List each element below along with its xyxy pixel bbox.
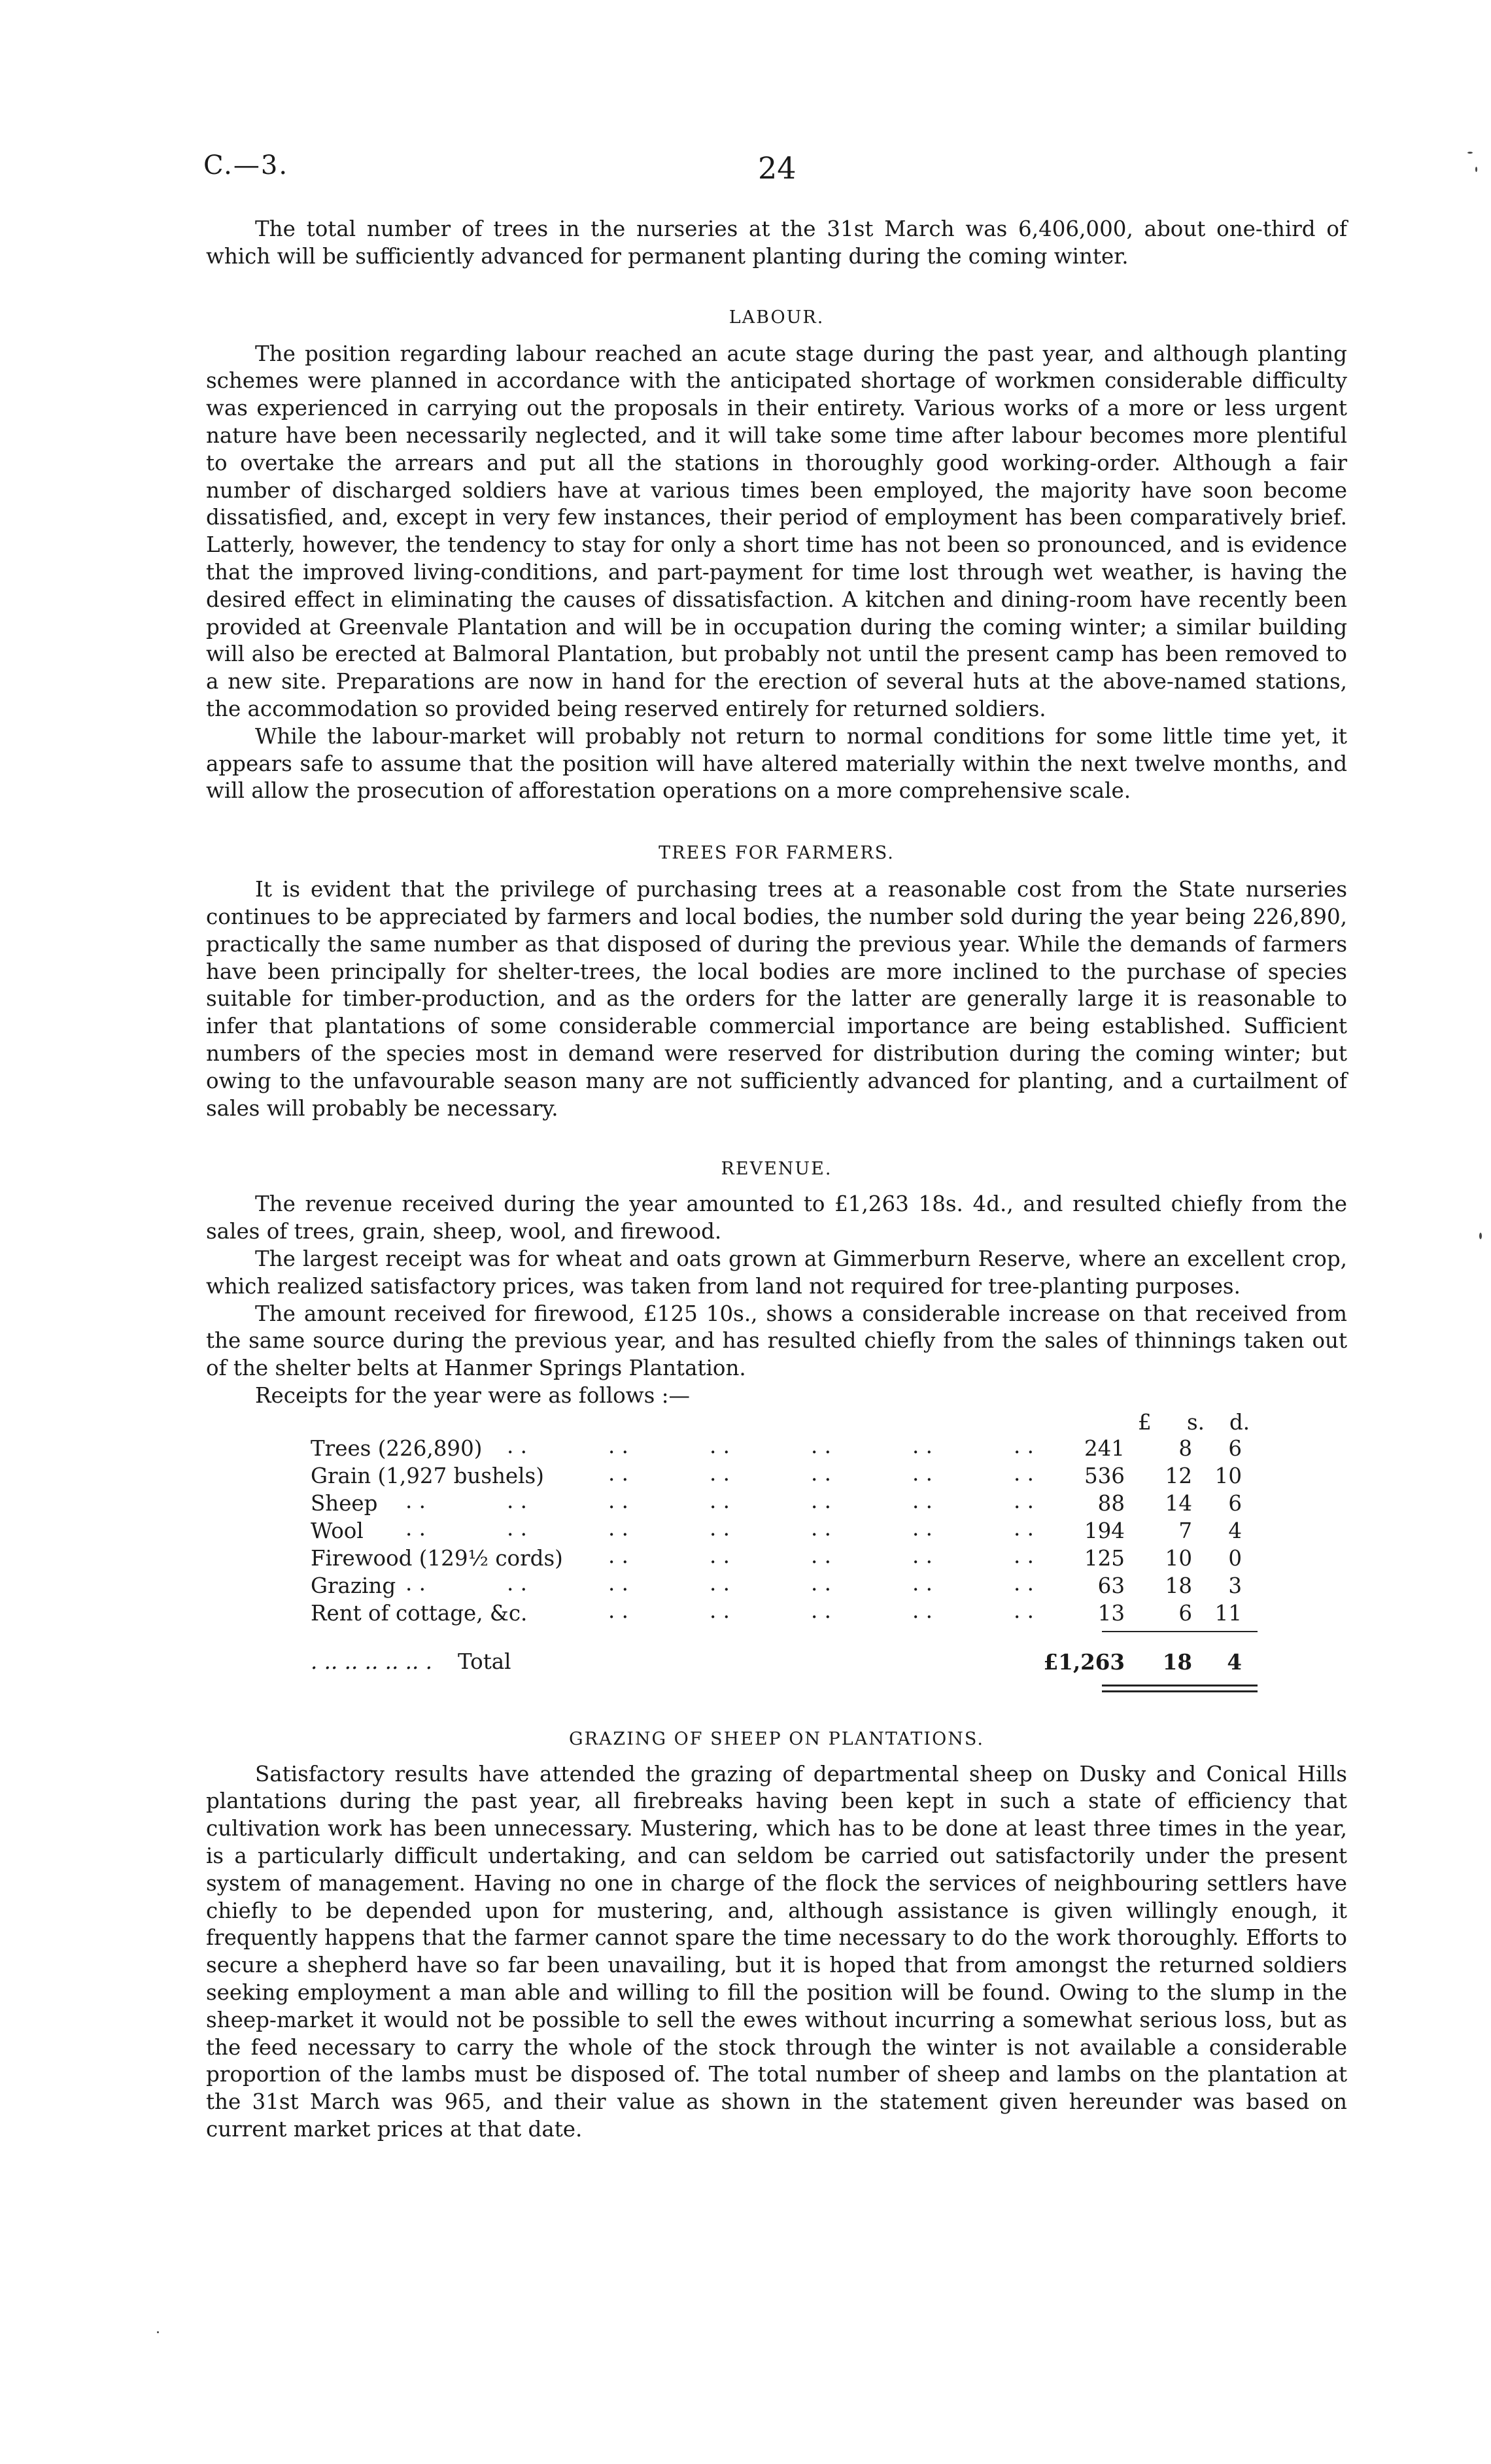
- receipts-table: [311, 1410, 1259, 1695]
- receipt-item-label: Trees (226,890): [311, 1435, 483, 1461]
- document-page: [203, 144, 1347, 2144]
- labour-heading: LABOUR.: [728, 307, 825, 328]
- receipt-item-label: Grain (1,927 bushels): [311, 1463, 544, 1488]
- receipt-row: [311, 1433, 1259, 1463]
- total-pence: 4: [1227, 1649, 1242, 1675]
- total-label: Total: [458, 1649, 511, 1674]
- leader-dots: . . . . . . . . . .: [608, 1598, 1034, 1623]
- intro-paragraph: The total number of trees in the nurseries at the 31st March was 6,406,000, about one-third of which will be sufficiently advanced for permanent planting during the coming winter.: [206, 216, 1347, 269]
- leader-dots: . . . . . . . . . .: [608, 1543, 1034, 1568]
- receipt-shillings: 7: [1178, 1518, 1192, 1543]
- document-reference: C.—3.: [203, 150, 289, 180]
- leader-dots: . . . . . . . . . . . . . .: [405, 1515, 1034, 1541]
- receipt-row: [311, 1570, 1259, 1601]
- receipt-pounds: 241: [1084, 1435, 1125, 1461]
- page-number: 24: [758, 150, 797, 186]
- grazing-paragraph: Satisfactory results have attended the grazing of departmental sheep on Dusky and Conical Hills plantations during the past year, all firebreaks having been kept in such a state of efficiency that cultivation work has been unnecessary. Mustering, which has to be done at least three times in the year, is a particularly difficult undertaking, and can seldom be carried out satisfactorily under the present system of management. Having no one in charge of the flock the services of neighbouring settlers have chiefly to be depended upon for mustering, and, although assistance is given willingly enough, it frequently happens that the farmer cannot spare the time necessary to do the work thoroughly. Efforts to secure a shepherd have so far been unavailing, but it is hoped that from amongst the returned soldiers seeking employment a man able and willing to fill the position will be found. Owing to the slump in the sheep-market it would not be possible to sell the ewes without incurring a somewhat serious loss, but as the feed necessary to carry the whole of the stock through the winter is not available a considerable proportion of the lambs must be disposed of. The total number of sheep and lambs on the plantation at the 31st March was 965, and their value as shown in the statement given hereunder was based on current market prices at that date.: [206, 1761, 1347, 2142]
- receipt-pence: 4: [1228, 1518, 1242, 1543]
- labour-paragraph-1: The position regarding labour reached an acute stage during the past year, and although planting schemes were planned in accordance with the anticipated shortage of workmen considerable difficulty was experienced in carrying out the proposals in their entirety. Various works of a more or less urgent nature have been necessarily neglected, and it will take some time after labour becomes more plentiful to overtake the arrears and put all the stations in thoroughly good working-order. Although a fair number of discharged soldiers have at various times been employed, the majority have soon become dissatisfied, and, except in very few instances, their period of employment has been comparatively brief. Latterly, however, the tendency to stay for only a short time has not been so pronounced, and is evidence that the improved living-conditions, and part-payment for time lost through wet weather, is having the desired effect in eliminating the causes of dissatisfaction. A kitchen and dining-room have recently been provided at Greenvale Plantation and will be in occupation during the coming winter; a similar building will also be erected at Balmoral Plantation, but probably not until the present camp has been removed to a new site. Preparations are now in hand for the erection of several huts at the above-named stations, the accommodation so provided being reserved entirely for returned soldiers.: [206, 341, 1347, 721]
- receipt-pence: 0: [1228, 1545, 1242, 1571]
- page-header: [203, 144, 1347, 216]
- receipt-pounds: 13: [1097, 1600, 1125, 1626]
- total-leader-dots: . .. .. .. .. .. .: [311, 1649, 432, 1674]
- leader-dots: . . . . . . . . . . . .: [507, 1433, 1034, 1458]
- scan-mark: [1475, 167, 1477, 172]
- receipt-row: [311, 1598, 1259, 1628]
- trees-for-farmers-paragraph: It is evident that the privilege of purchasing trees at a reasonable cost from the State nurseries continues to be appreciated by farmers and local bodies, the number sold during the year being 226,890, practically the same number as that disposed of during the previous year. While the demands of farmers have been principally for shelter-trees, the local bodies are more inclined to the purchase of species suitable for timber-production, and as the orders for the latter are generally large it is reasonable to infer that plantations of some considerable commercial importance are being established. Sufficient numbers of the species most in demand were reserved for distribution during the coming winter; but owing to the unfavourable season many are not sufficiently advanced for planting, and a curtailment of sales will probably be necessary.: [206, 877, 1347, 1121]
- receipt-pounds: 88: [1097, 1490, 1125, 1516]
- leader-dots: . . . . . . . . . . . . . .: [405, 1488, 1034, 1513]
- receipt-pence: 6: [1228, 1490, 1242, 1516]
- total-pounds: £1,263: [1043, 1649, 1125, 1675]
- receipt-item-label: Firewood (129½ cords): [311, 1545, 563, 1571]
- receipts-table-header: [311, 1410, 1259, 1436]
- receipt-pence: 3: [1228, 1573, 1242, 1598]
- pounds-column-header: £: [1138, 1409, 1152, 1435]
- pence-column-header: d.: [1229, 1409, 1250, 1435]
- leader-dots: . . . . . . . . . .: [608, 1460, 1034, 1486]
- receipt-shillings: 8: [1178, 1435, 1192, 1461]
- total-row: [311, 1649, 1259, 1690]
- revenue-heading: REVENUE.: [721, 1159, 832, 1180]
- grazing-heading: GRAZING OF SHEEP ON PLANTATIONS.: [569, 1728, 984, 1749]
- receipt-pence: 10: [1214, 1463, 1242, 1488]
- revenue-paragraph-1: The revenue received during the year amounted to £1,263 18s. 4d., and resulted chiefly from the sales of trees, grain, sheep, wool, and firewood.: [206, 1191, 1347, 1244]
- receipt-pounds: 194: [1084, 1518, 1125, 1543]
- receipt-row: [311, 1543, 1259, 1573]
- revenue-paragraph-4: Receipts for the year were as follows :—: [255, 1382, 691, 1408]
- receipt-item-label: Sheep: [311, 1490, 378, 1516]
- shillings-column-header: s.: [1187, 1409, 1205, 1435]
- receipt-pence: 11: [1214, 1600, 1242, 1626]
- receipt-shillings: 6: [1178, 1600, 1192, 1626]
- leader-dots: . . . . . . . . . . . . . .: [405, 1570, 1034, 1596]
- total-shillings: 18: [1162, 1649, 1192, 1675]
- scan-mark: [1467, 152, 1473, 154]
- receipt-pence: 6: [1228, 1435, 1242, 1461]
- receipt-item-label: Wool: [311, 1518, 364, 1543]
- scan-mark: [157, 2331, 159, 2333]
- receipt-shillings: 12: [1165, 1463, 1192, 1488]
- double-rule: [1102, 1685, 1258, 1692]
- revenue-paragraph-2: The largest receipt was for wheat and oats grown at Gimmerburn Reserve, where an excellent crop, which realized satisfactory prices, was taken from land not required for tree-planting purposes.: [206, 1246, 1347, 1299]
- receipt-shillings: 18: [1165, 1573, 1192, 1598]
- receipt-pounds: 125: [1084, 1545, 1125, 1571]
- receipt-shillings: 14: [1165, 1490, 1192, 1516]
- trees-for-farmers-heading: TREES FOR FARMERS.: [659, 843, 895, 864]
- labour-paragraph-2: While the labour-market will probably not return to normal conditions for some little time yet, it appears safe to assume that the position will have altered materially within the next twelve months, and will allow the prosecution of afforestation operations on a more comprehensive scale.: [206, 723, 1347, 804]
- receipt-shillings: 10: [1165, 1545, 1192, 1571]
- scan-mark: [1479, 1233, 1482, 1239]
- sum-rule: [1102, 1631, 1258, 1632]
- receipt-row: [311, 1460, 1259, 1491]
- revenue-paragraph-3: The amount received for firewood, £125 10s., shows a considerable increase on that received from the same source during the previous year, and has resulted chiefly from the sales of thinnings taken out of the shelter belts at Hanmer Springs Plantation.: [206, 1301, 1347, 1381]
- receipt-pounds: 63: [1097, 1573, 1125, 1598]
- receipt-row: [311, 1515, 1259, 1546]
- receipt-item-label: Grazing: [311, 1573, 396, 1598]
- receipt-pounds: 536: [1084, 1463, 1125, 1488]
- receipt-row: [311, 1488, 1259, 1518]
- receipt-item-label: Rent of cottage, &c.: [311, 1600, 528, 1626]
